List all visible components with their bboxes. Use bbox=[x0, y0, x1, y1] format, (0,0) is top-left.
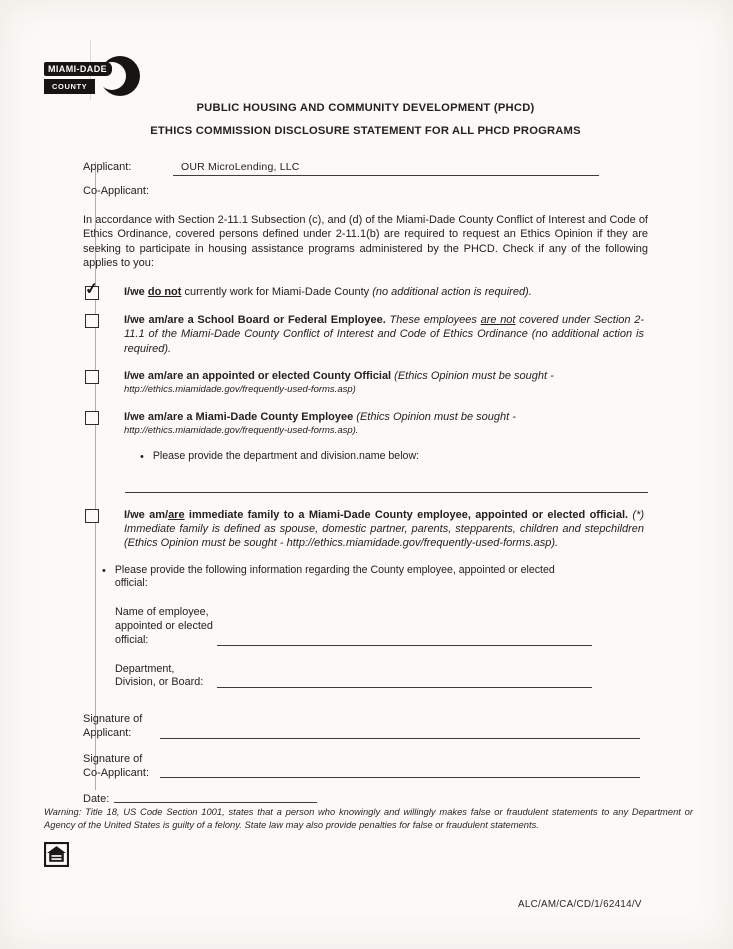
opt1-seg3: currently work for Miami-Dade County bbox=[181, 286, 373, 299]
checkbox-school-board-federal[interactable] bbox=[85, 314, 99, 328]
opt3-url: http://ethics.miamidade.gov/frequently-used-forms.asp) bbox=[124, 384, 356, 396]
co-applicant-field-row bbox=[83, 185, 648, 197]
option-county-official-text bbox=[124, 369, 648, 397]
scan-artifact-line bbox=[95, 162, 96, 790]
opt2-seg4: covered under Section 2-11.1 of the Miami-Dade County Conflict of Interest and Code of Ethics Ordinance (no additional action is required). bbox=[124, 314, 644, 355]
form-header bbox=[83, 0, 648, 137]
opt2-seg3: are not bbox=[480, 314, 516, 327]
department-board-field bbox=[115, 663, 648, 691]
department-board-label-line1: Department, bbox=[115, 662, 175, 675]
signature-applicant-line[interactable] bbox=[160, 738, 640, 739]
option-immediate-family-text bbox=[124, 508, 648, 551]
bullet-icon: • bbox=[102, 564, 106, 577]
employee-name-label-line2: appointed or elected bbox=[115, 619, 213, 632]
date-write-line[interactable] bbox=[114, 802, 317, 803]
check-mark-icon: ✓ bbox=[84, 280, 100, 299]
opt1-seg2: do not bbox=[147, 286, 182, 299]
equal-housing-icon bbox=[44, 842, 69, 867]
county-employee-info-bullet bbox=[102, 564, 648, 592]
option-not-county-worker-text bbox=[124, 285, 648, 300]
warning-statement: Warning: Title 18, US Code Section 1001, states that a person who knowingly and willingly makes false or fraudulent statements to any Department or Agency of the United States is guilty of a felony. State law may also provide penalties for false or fraudulent statements. bbox=[44, 806, 693, 830]
co-applicant-label: Co-Applicant: bbox=[83, 185, 150, 197]
employee-name-label bbox=[115, 606, 217, 647]
opt2-seg1: I/we am/are a School Board or Federal Employee. bbox=[124, 314, 390, 327]
signature-co-applicant-line[interactable] bbox=[160, 777, 640, 778]
opt5-seg2: are bbox=[168, 508, 185, 521]
checkbox-not-county-worker[interactable] bbox=[84, 280, 100, 300]
miami-dade-county-logo bbox=[44, 56, 140, 102]
form-subtitle: ETHICS COMMISSION DISCLOSURE STATEMENT FOR ALL PHCD PROGRAMS bbox=[150, 125, 581, 137]
department-division-bullet bbox=[140, 450, 648, 464]
date-row bbox=[83, 793, 648, 805]
option-not-county-worker bbox=[83, 280, 648, 300]
opt4-seg2: (Ethics Opinion must be sought - bbox=[356, 410, 516, 423]
option-school-board-federal-text bbox=[124, 313, 648, 356]
spacer bbox=[83, 493, 648, 508]
form-title: PUBLIC HOUSING AND COMMUNITY DEVELOPMENT (PHCD) bbox=[196, 102, 535, 114]
signature-applicant-label-line2: Applicant: bbox=[83, 727, 132, 740]
signature-applicant-row bbox=[83, 712, 648, 741]
opt4-seg1: I/we am/are a Miami-Dade County Employee bbox=[124, 410, 357, 423]
county-employee-info-bullet-text: Please provide the following information regarding the County employee, appointed or elected official: bbox=[114, 563, 555, 590]
department-division-bullet-text: Please provide the department and division.name below: bbox=[152, 450, 420, 463]
employee-name-label-line1: Name of employee, bbox=[115, 606, 209, 619]
checkbox-county-employee[interactable] bbox=[85, 411, 99, 425]
department-board-label bbox=[115, 663, 217, 691]
employee-name-write-line[interactable] bbox=[217, 645, 592, 646]
option-immediate-family bbox=[83, 508, 648, 551]
intro-paragraph: In accordance with Section 2-11.1 Subsection (c), and (d) of the Miami-Dade County Conflict of Interest and Code of Ethics Ordinance, covered persons defined under 2-11.1(b) are required to request an Ethics Opinion if they are seeking to participate in housing assistance programs administered by the PHCD. Check if any of the following applies to you: bbox=[83, 214, 648, 269]
opt1-seg1: I/we bbox=[124, 286, 148, 299]
applicant-field-row bbox=[83, 161, 648, 176]
equal-housing-logo bbox=[44, 842, 69, 872]
option-school-board-federal bbox=[83, 313, 648, 356]
checkbox-options bbox=[83, 280, 648, 591]
signature-co-applicant-label-line2: Co-Applicant: bbox=[83, 767, 150, 780]
checkbox-immediate-family[interactable] bbox=[85, 509, 99, 523]
date-label: Date: bbox=[83, 793, 110, 806]
form-reference-code: ALC/AM/CA/CD/1/62414/V bbox=[518, 899, 642, 910]
bullet-icon: • bbox=[140, 451, 144, 464]
option-county-employee-text bbox=[124, 410, 648, 438]
opt3-seg2: (Ethics Opinion must be sought - bbox=[394, 370, 554, 383]
opt1-seg4: (no additional action is required). bbox=[372, 286, 532, 299]
logo-text-county: COUNTY bbox=[44, 79, 95, 94]
signature-applicant-label-line1: Signature of bbox=[83, 713, 143, 726]
applicant-value-line[interactable]: OUR MicroLending, LLC bbox=[173, 161, 599, 176]
signature-co-applicant-label-line1: Signature of bbox=[83, 752, 143, 765]
opt5-seg1: I/we am/ bbox=[124, 508, 169, 521]
employee-name-field bbox=[115, 606, 648, 647]
applicant-label: Applicant: bbox=[83, 161, 132, 173]
opt4-url: http://ethics.miamidade.gov/frequently-used-forms.asp). bbox=[124, 425, 359, 437]
opt2-seg2: These employees bbox=[389, 314, 481, 327]
opt5-seg3: immediate family to a Miami-Dade County employee, appointed or elected official. bbox=[184, 508, 633, 521]
option-county-employee bbox=[83, 410, 648, 438]
signature-co-applicant-row bbox=[83, 752, 648, 781]
opt3-seg1: I/we am/are an appointed or elected County Official bbox=[124, 370, 395, 383]
department-board-label-line2: Division, or Board: bbox=[115, 676, 204, 689]
department-board-write-line[interactable] bbox=[217, 687, 592, 688]
logo-text-miami-dade: MIAMI-DADE bbox=[44, 62, 112, 76]
option-county-official bbox=[83, 369, 648, 397]
checkbox-county-official[interactable] bbox=[85, 370, 99, 384]
opt5-seg4: (*) Immediate family is defined as spouse, domestic partner, parents, stepparents, children and stepchildren (Ethics Opinion must be sought - http://ethics.miamidade.gov/frequently-used-forms.asp). bbox=[124, 508, 645, 550]
employee-name-label-line3: official: bbox=[115, 633, 149, 646]
